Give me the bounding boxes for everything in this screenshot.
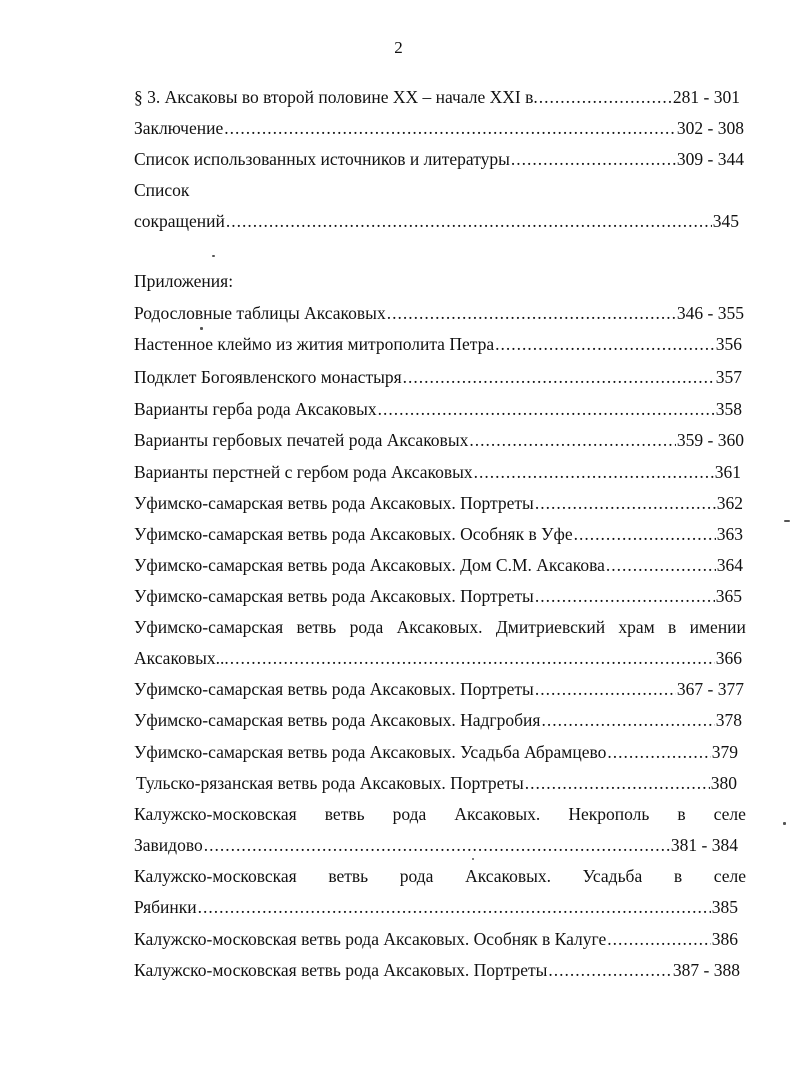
appendix-entry-title: Уфимско-самарская ветвь рода Аксаковых. Особняк в Уфе xyxy=(134,524,573,544)
appendix-entry-title: Уфимско-самарская ветвь рода Аксаковых. Надгробия xyxy=(134,710,541,730)
dot-leader xyxy=(574,523,716,545)
word: Аксаковых. xyxy=(465,866,552,886)
dot-leader xyxy=(535,585,715,607)
appendix-entry-page: 380 xyxy=(710,773,737,793)
dot-leader xyxy=(539,86,672,108)
appendix-entry-title: Уфимско-самарская ветвь рода Аксаковых. Усадьба Абрамцево xyxy=(134,742,607,762)
appendix-entry-page: 346 - 355 xyxy=(676,303,744,323)
appendix-entry-title: Рябинки xyxy=(134,897,197,917)
word: ветвь xyxy=(328,866,369,886)
appendix-entry-title: Калужско-московская ветвь рода Аксаковых. Особняк в Калуге xyxy=(134,929,607,949)
appendix-entry xyxy=(134,647,742,669)
dot-leader xyxy=(541,709,714,731)
dot-leader xyxy=(378,398,715,420)
toc-entry-page: 309 - 344 xyxy=(676,149,744,169)
appendix-entry-title: Уфимско-самарская ветвь рода Аксаковых. Дом С.М. Аксакова xyxy=(134,555,605,575)
dot-leader xyxy=(469,429,676,451)
dot-leader xyxy=(226,210,712,232)
appendix-entry-title: Варианты герба рода Аксаковых xyxy=(134,399,377,419)
dot-leader xyxy=(230,647,715,669)
appendix-entry-page: 359 - 360 xyxy=(676,430,744,450)
appendix-entry-justified-line xyxy=(134,616,746,638)
appendix-entry-title: Варианты гербовых печатей рода Аксаковых xyxy=(134,430,469,450)
appendix-entry xyxy=(134,333,742,355)
word: ветвь xyxy=(296,617,337,637)
appendix-entry-title: Калужско-московская ветвь рода Аксаковых. Портреты xyxy=(134,960,548,980)
appendix-entry-title: Варианты перстней с гербом рода Аксаковых xyxy=(134,462,473,482)
scan-speck xyxy=(472,858,474,860)
appendix-entry xyxy=(134,678,744,700)
dot-leader xyxy=(525,772,710,794)
word: рода xyxy=(392,804,427,824)
appendix-entry xyxy=(134,554,743,576)
appendix-entry-title: Тульско-рязанская ветвь рода Аксаковых. Портреты xyxy=(136,773,524,793)
dot-leader xyxy=(224,117,676,139)
appendix-entry-title: Подклет Богоявленского монастыря xyxy=(134,367,402,387)
appendix-entry-justified-line xyxy=(134,803,746,825)
dot-leader xyxy=(511,148,676,170)
appendix-entry-title: Родословные таблицы Аксаковых xyxy=(134,303,386,323)
word: Усадьба xyxy=(582,866,643,886)
toc-entry-page: 281 - 301 xyxy=(672,87,740,107)
appendix-entry-title: Аксаковых... xyxy=(134,648,229,668)
word: в xyxy=(677,804,686,824)
dot-leader xyxy=(535,678,676,700)
toc-entry-title: сокращений xyxy=(134,211,225,231)
appendix-entry-title: Уфимско-самарская ветвь рода Аксаковых. Портреты xyxy=(134,679,534,699)
appendix-entry-page: 356 xyxy=(715,334,742,354)
appendix-entry-page: 378 xyxy=(715,710,742,730)
toc-entry-title: Список использованных источников и литературы xyxy=(134,149,510,169)
word: Калужско-московская xyxy=(134,866,297,886)
appendix-entry-page: 361 xyxy=(714,462,741,482)
word: ветвь xyxy=(324,804,365,824)
dot-leader xyxy=(535,492,716,514)
appendix-entry-page: 387 - 388 xyxy=(672,960,740,980)
appendix-entry-title: Уфимско-самарская ветвь рода Аксаковых. Портреты xyxy=(134,493,534,513)
appendix-entry-title: Настенное клеймо из жития митрополита Петра xyxy=(134,334,495,354)
word: Дмитриевский xyxy=(495,617,606,637)
appendix-entry xyxy=(134,398,742,420)
appendix-entry xyxy=(134,928,738,950)
toc-entry xyxy=(134,117,744,139)
dot-leader xyxy=(387,302,676,324)
dot-leader xyxy=(607,928,711,950)
appendix-entry xyxy=(134,492,743,514)
toc-entry-page: 345 xyxy=(712,211,739,231)
dot-leader xyxy=(204,834,670,856)
appendix-entry-page: 365 xyxy=(715,586,742,606)
dot-leader xyxy=(495,333,715,355)
appendix-entry-page: 381 - 384 xyxy=(670,835,738,855)
scan-speck xyxy=(200,327,203,330)
appendix-entry-page: 362 xyxy=(716,493,743,513)
toc-entry-title: Заключение xyxy=(134,118,224,138)
dot-leader xyxy=(548,959,672,981)
word: храм xyxy=(618,617,655,637)
word: Уфимско-самарская xyxy=(134,617,284,637)
word: в xyxy=(668,617,677,637)
toc-entry-title: § 3. Аксаковы во второй половине XX – начале XXI в. xyxy=(134,87,538,107)
word: имении xyxy=(689,617,746,637)
dot-leader xyxy=(606,554,716,576)
dot-leader xyxy=(607,741,710,763)
toc-entry xyxy=(134,210,739,232)
appendix-entry-justified-line xyxy=(134,865,746,887)
appendix-entry-page: 385 xyxy=(711,897,738,917)
appendix-entry xyxy=(136,772,737,794)
appendix-entry-title: Уфимско-самарская ветвь рода Аксаковых. Портреты xyxy=(134,586,534,606)
toc-entry-page: 302 - 308 xyxy=(676,118,744,138)
appendix-entry xyxy=(134,461,741,483)
toc-entry xyxy=(134,86,740,108)
appendix-heading: Приложения: xyxy=(134,271,234,291)
appendix-entry xyxy=(134,741,738,763)
appendix-entry xyxy=(134,959,740,981)
appendix-entry-page: 367 - 377 xyxy=(676,679,744,699)
abbreviations-label: Список xyxy=(134,180,190,200)
page-number: 2 xyxy=(394,38,403,57)
appendix-entry-page: 364 xyxy=(716,555,743,575)
word: Некрополь xyxy=(568,804,650,824)
word: рода xyxy=(399,866,434,886)
scan-speck xyxy=(784,520,790,522)
word: селе xyxy=(713,804,746,824)
dot-leader xyxy=(474,461,714,483)
appendix-entry xyxy=(134,896,738,918)
appendix-entry xyxy=(134,429,744,451)
appendix-entry-page: 358 xyxy=(715,399,742,419)
appendix-entry xyxy=(134,523,743,545)
appendix-entry-page: 366 xyxy=(715,648,742,668)
appendix-entry xyxy=(134,366,742,388)
dot-leader xyxy=(198,896,711,918)
appendix-entry-page: 363 xyxy=(716,524,743,544)
appendix-entry xyxy=(134,709,742,731)
toc-entry xyxy=(134,148,744,170)
appendix-entry xyxy=(134,302,744,324)
dot-leader xyxy=(403,366,715,388)
word: Аксаковых. xyxy=(454,804,541,824)
appendix-entry-page: 357 xyxy=(715,367,742,387)
appendix-entry xyxy=(134,834,738,856)
appendix-entry-title: Завидово xyxy=(134,835,203,855)
appendix-entry-page: 386 xyxy=(711,929,738,949)
word: Аксаковых. xyxy=(396,617,483,637)
word: рода xyxy=(349,617,384,637)
word: в xyxy=(673,866,683,886)
scan-speck xyxy=(212,255,215,257)
appendix-entry xyxy=(134,585,742,607)
word: селе xyxy=(713,866,746,886)
appendix-entry-page: 379 xyxy=(711,742,738,762)
word: Калужско-московская xyxy=(134,804,297,824)
scan-speck xyxy=(783,822,786,825)
